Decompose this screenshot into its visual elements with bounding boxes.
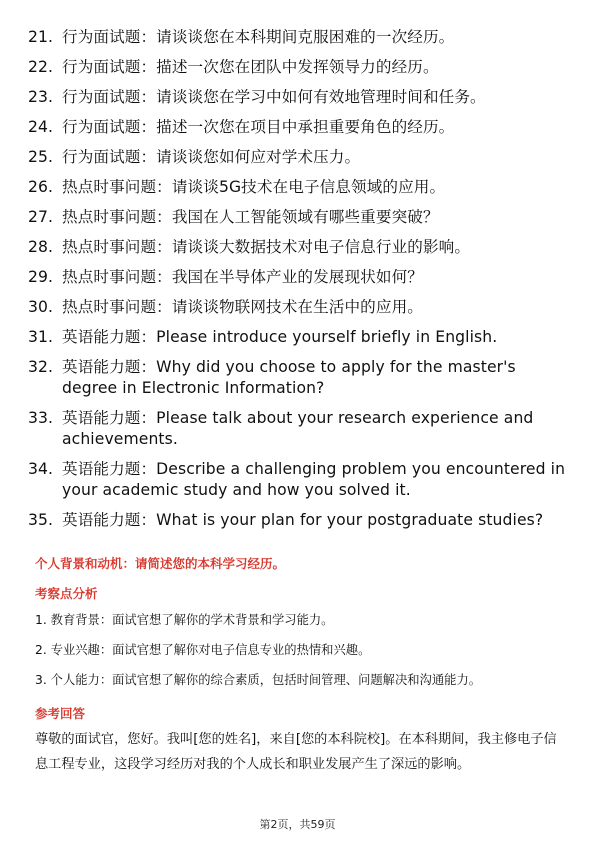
question-number: 26.: [28, 178, 54, 196]
question-text: 英语能力题：Describe a challenging problem you encountered in your academic study and how you solved it.: [62, 460, 566, 499]
question-item: [28, 147, 568, 168]
question-text: 英语能力题：Please introduce yourself briefly in English.: [62, 328, 498, 346]
question-item: [28, 117, 568, 138]
question-item: [28, 267, 568, 288]
question-list: [28, 27, 568, 540]
question-text: 行为面试题：描述一次您在项目中承担重要角色的经历。: [62, 118, 455, 136]
page-footer: [0, 816, 595, 832]
question-item: [28, 459, 568, 501]
question-number: 27.: [28, 208, 54, 226]
analysis-points: [35, 611, 560, 689]
question-item: [28, 357, 568, 399]
question-text: 行为面试题：描述一次您在团队中发挥领导力的经历。: [62, 58, 439, 76]
question-item: [28, 177, 568, 198]
analysis-point: 1. 教育背景：面试官想了解你的学术背景和学习能力。: [35, 613, 334, 627]
analysis-block: [35, 585, 560, 603]
question-number: 35.: [28, 511, 54, 529]
question-text: 行为面试题：请谈谈您在本科期间克服困难的一次经历。: [62, 28, 455, 46]
question-number: 33.: [28, 409, 54, 427]
question-item: [28, 408, 568, 450]
question-item: [28, 57, 568, 78]
question-number: 30.: [28, 298, 54, 316]
detail-heading-block: [35, 555, 560, 573]
question-text: 热点时事问题：我国在人工智能领域有哪些重要突破？: [62, 208, 439, 226]
analysis-point: 3. 个人能力：面试官想了解你的综合素质，包括时间管理、问题解决和沟通能力。: [35, 673, 482, 687]
analysis-title: 考察点分析: [35, 586, 98, 601]
question-text: 热点时事问题：请谈谈大数据技术对电子信息行业的影响。: [62, 238, 471, 256]
question-item: [28, 207, 568, 228]
question-number: 23.: [28, 88, 54, 106]
answer-text: 尊敬的面试官，您好。我叫[您的姓名]，来自[您的本科院校]。在本科期间，我主修电子信息工程专业，这段学习经历对我的个人成长和职业发展产生了深远的影响。: [35, 732, 557, 772]
detail-heading: 个人背景和动机：请简述您的本科学习经历。: [35, 556, 286, 571]
question-text: 英语能力题：Please talk about your research experience and achievements.: [62, 409, 534, 448]
question-number: 22.: [28, 58, 54, 76]
question-number: 28.: [28, 238, 54, 256]
page-number: 第2页，共59页: [259, 818, 336, 831]
question-item: [28, 297, 568, 318]
question-number: 32.: [28, 358, 54, 376]
question-text: 热点时事问题：请谈谈5G技术在电子信息领域的应用。: [62, 178, 446, 196]
question-text: 行为面试题：请谈谈您如何应对学术压力。: [62, 148, 361, 166]
question-number: 24.: [28, 118, 54, 136]
analysis-point: 2. 专业兴趣：面试官想了解你对电子信息专业的热情和兴趣。: [35, 643, 371, 657]
question-text: 英语能力题：Why did you choose to apply for the master's degree in Electronic Information?: [62, 358, 516, 397]
answer-title: 参考回答: [35, 706, 86, 721]
question-item: [28, 327, 568, 348]
question-text: 英语能力题：What is your plan for your postgraduate studies?: [62, 511, 544, 529]
question-item: [28, 237, 568, 258]
question-text: 行为面试题：请谈谈您在学习中如何有效地管理时间和任务。: [62, 88, 486, 106]
question-text: 热点时事问题：请谈谈物联网技术在生活中的应用。: [62, 298, 423, 316]
question-item: [28, 510, 568, 531]
question-number: 21.: [28, 28, 54, 46]
question-number: 31.: [28, 328, 54, 346]
question-number: 25.: [28, 148, 54, 166]
question-item: [28, 27, 568, 48]
question-number: 29.: [28, 268, 54, 286]
question-number: 34.: [28, 460, 54, 478]
answer-block: [35, 727, 557, 777]
answer-title-block: [35, 705, 560, 723]
question-item: [28, 87, 568, 108]
question-text: 热点时事问题：我国在半导体产业的发展现状如何？: [62, 268, 423, 286]
